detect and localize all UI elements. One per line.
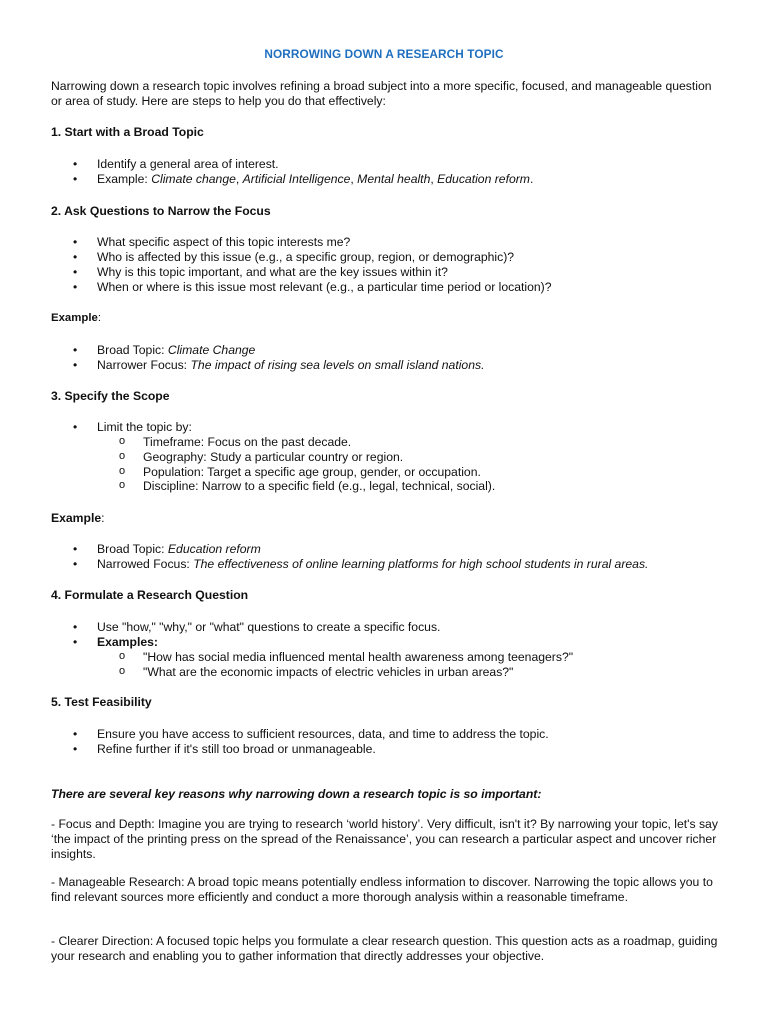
section-2-example-list [51, 343, 723, 373]
section-5-heading: 5. Test Feasibility [51, 695, 152, 709]
section-1-heading: 1. Start with a Broad Topic [51, 125, 204, 139]
list-item: • Narrowed Focus: The effectiveness of online learning platforms for high school students in rural areas. [51, 557, 723, 572]
sub-list-item: o Timeframe: Focus on the past decade. [51, 435, 723, 450]
list-item: • Why is this topic important, and what are the key issues within it? [51, 265, 723, 280]
sub-list-item: o Discipline: Narrow to a specific field (e.g., legal, technical, social). [51, 479, 723, 494]
list-item: • Broad Topic: Education reform [51, 542, 723, 557]
list-item: • When or where is this issue most relevant (e.g., a particular time period or location)? [51, 280, 723, 295]
section-3-example-list [51, 542, 723, 572]
section-3-list [51, 420, 723, 494]
section-5-list [51, 727, 723, 757]
section-3-heading: 3. Specify the Scope [51, 389, 170, 403]
section-4-heading: 4. Formulate a Research Question [51, 588, 249, 602]
list-item: • Who is affected by this issue (e.g., a specific group, region, or demographic)? [51, 250, 723, 265]
list-item: • Identify a general area of interest. [51, 157, 723, 172]
sub-list-item: o Geography: Study a particular country or region. [51, 450, 723, 465]
list-item: • Ensure you have access to sufficient resources, data, and time to address the topic. [51, 727, 723, 742]
list-item: • Use "how," "why," or "what" questions to create a specific focus. [51, 620, 723, 635]
section-2-heading: 2. Ask Questions to Narrow the Focus [51, 204, 271, 218]
section-2-list [51, 235, 723, 295]
section-2-example-label: Example: [51, 312, 102, 324]
section-4-list [51, 620, 723, 680]
list-item: • Broad Topic: Climate Change [51, 343, 723, 358]
list-item: • Examples: [51, 635, 723, 650]
reason-paragraph-focus: - Focus and Depth: Imagine you are trying to research ‘world history’. Very difficult, isn't it? By narrowing your topic, let's say ‘the impact of the printing press on the spread of the Renaissance’, you can research a particular aspect and uncover richer insights. [51, 817, 718, 861]
document-title: NORROWING DOWN A RESEARCH TOPIC [264, 47, 504, 61]
reason-paragraph-direction: - Clearer Direction: A focused topic helps you formulate a clear research question. This question acts as a roadmap, guiding your research and enabling you to gather information that directly addresses your objective. [51, 934, 718, 963]
sub-list-item: o "What are the economic impacts of electric vehicles in urban areas?" [51, 665, 723, 680]
list-item: • Example: Climate change, Artificial Intelligence, Mental health, Education reform. [51, 172, 723, 187]
section-1-list [51, 157, 723, 187]
reasons-heading: There are several key reasons why narrowing down a research topic is so important: [51, 787, 542, 801]
sub-list-item: o Population: Target a specific age group, gender, or occupation. [51, 465, 723, 480]
list-item: • What specific aspect of this topic interests me? [51, 235, 723, 250]
section-3-example-label: Example: [51, 511, 105, 525]
list-item: • Refine further if it's still too broad or unmanageable. [51, 742, 723, 757]
reason-paragraph-manageable: - Manageable Research: A broad topic means potentially endless information to discover. Narrowing the topic allows you to find relevant sources more efficiently and conduct a more thorough analysis within a reasonable timeframe. [51, 875, 713, 904]
sub-list-item: o "How has social media influenced mental health awareness among teenagers?" [51, 650, 723, 665]
list-item: • Narrower Focus: The impact of rising sea levels on small island nations. [51, 358, 723, 373]
list-item: • Limit the topic by: [51, 420, 723, 435]
intro-paragraph: Narrowing down a research topic involves refining a broad subject into a more specific, focused, and manageable question or area of study. Here are steps to help you do that effectively: [51, 79, 712, 108]
